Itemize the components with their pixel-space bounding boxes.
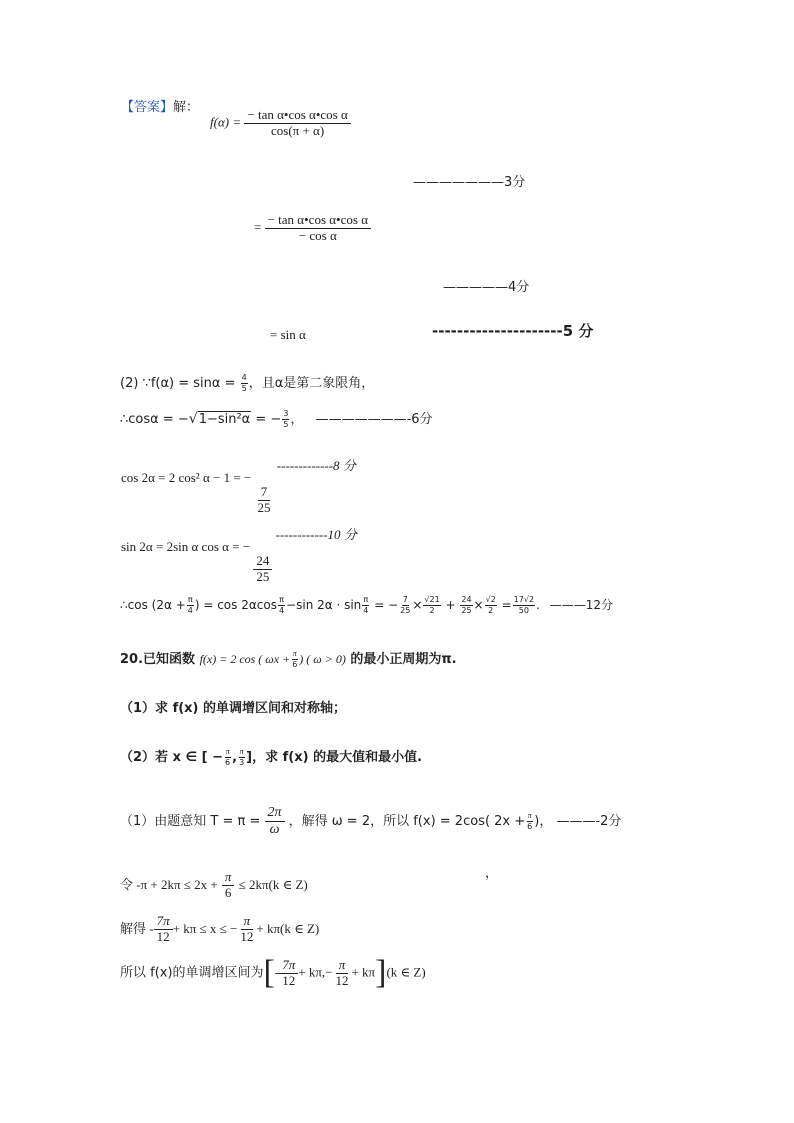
pi: π — [363, 595, 369, 604]
frac-sqrt21-2 — [423, 596, 440, 615]
score-mark-5: ---------------------5 分 — [432, 322, 594, 340]
given-tail: ，且α是第二象限角， — [248, 376, 375, 391]
den-5: 5 — [241, 384, 247, 393]
pi: π — [336, 958, 349, 974]
fraction-1-den: cos(π + α) — [270, 122, 325, 138]
fraction-2 — [265, 213, 371, 244]
seventeen-sqrt2: 17√2 — [513, 595, 535, 604]
f-alpha-label: f(α) = — [210, 114, 242, 130]
twelve: 12 — [335, 972, 349, 988]
inc-pre: 所以 f(x)的单调增区间为 — [120, 965, 264, 981]
let-post: ≤ 2kπ(k ∈ Z) — [238, 876, 308, 892]
pi: π — [222, 870, 235, 886]
q2-comma: , — [232, 750, 238, 765]
answer-intro: 解： — [173, 100, 200, 115]
score-mark-10: ------------10 分 — [275, 527, 357, 542]
six: 6 — [292, 660, 298, 669]
four: 4 — [187, 606, 193, 615]
step-3-expression: = sin α — [270, 327, 306, 342]
fifty: 50 — [518, 606, 529, 615]
omega: ω — [269, 822, 280, 838]
pi: π — [279, 595, 284, 604]
sol20-increasing — [120, 956, 426, 990]
step-2-expression — [254, 213, 371, 244]
q20-title — [120, 648, 457, 669]
num-7: 7 — [258, 485, 271, 501]
den-25b: 25 — [256, 568, 270, 584]
inc-mid: + kπ,− — [298, 964, 333, 980]
cos-alpha-eq: = − — [251, 412, 282, 427]
den-5b: 5 — [283, 420, 289, 429]
final-mid2: −sin 2α · sin — [286, 598, 362, 612]
frac-pi-4-b — [278, 596, 285, 615]
cos-alpha-tail: ， — [290, 412, 304, 427]
six: 6 — [225, 758, 231, 767]
right-bracket: ] — [375, 954, 387, 991]
stray-comma: ， — [485, 866, 499, 881]
seven-pi: 7π — [154, 914, 173, 930]
q20-part1 — [120, 697, 346, 716]
fraction-7-25 — [255, 485, 274, 516]
fraction-24-25 — [253, 554, 272, 585]
frac-pi-3-q2 — [238, 748, 245, 767]
four: 4 — [363, 606, 369, 615]
fraction-2-den: − cos α — [298, 227, 337, 243]
score-mark-6: ———————-6分 — [315, 412, 433, 427]
seven-pi: 7π — [279, 958, 298, 974]
plus: + — [441, 598, 460, 612]
frac-pi-12-b — [332, 958, 351, 989]
solve-pre: 解得 - — [120, 920, 154, 936]
two-pi: 2π — [265, 805, 285, 822]
q1-text: 求 f(x) 的单调增区间和对称轴； — [155, 701, 347, 716]
cos2a-expr: cos 2α = 2 cos² α − 1 = − — [121, 470, 252, 485]
twelve: 12 — [240, 928, 254, 944]
q1-number: （1） — [120, 701, 156, 716]
q20-func-tail: ) ( ω > 0) — [299, 652, 346, 666]
fraction-1 — [244, 108, 350, 139]
pi: π — [292, 649, 297, 658]
sol20-solve — [120, 914, 319, 945]
fraction-2-num: − tan α•cos α•cos α — [265, 213, 371, 229]
two: 2 — [488, 606, 494, 615]
twentyfour: 24 — [461, 595, 472, 604]
seven: 7 — [402, 595, 408, 604]
q2-number: （2） — [120, 750, 156, 765]
q20-title-post: 的最小正周期为π. — [350, 652, 457, 667]
f-alpha-expression — [210, 108, 351, 139]
sol-step1-pre: （1）由题意知 T = π = — [120, 814, 261, 830]
pi: π — [241, 914, 254, 930]
inc-kpi: + kπ — [351, 964, 376, 980]
sqrt2: √2 — [485, 595, 496, 604]
fraction-1-num: − tan α•cos α•cos α — [244, 108, 350, 124]
two: 2 — [429, 606, 435, 615]
final-pre: ∴cos (2α + — [120, 598, 186, 612]
score-mark-3: ———————3分 — [413, 175, 526, 190]
let-pre: 令 -π + 2kπ ≤ 2x + — [120, 876, 218, 892]
final-eq2: = — [497, 598, 512, 612]
num-4: 4 — [241, 373, 247, 382]
frac-24-25-b — [460, 596, 472, 615]
sqrt21: √21 — [424, 595, 440, 604]
num-3: 3 — [283, 409, 289, 418]
twentyfive: 25 — [461, 606, 472, 615]
twelve: 12 — [282, 972, 296, 988]
frac-2pi-omega — [265, 805, 285, 838]
frac-sqrt2-2 — [485, 596, 497, 615]
frac-pi-4-c — [362, 596, 369, 615]
final-mid1: ) = cos 2αcos — [194, 598, 277, 612]
left-bracket: [ — [263, 954, 275, 991]
equals-sign: = — [254, 219, 262, 235]
sin2a-line — [121, 524, 357, 585]
pi: π — [225, 747, 230, 756]
frac-pi-6-let — [222, 870, 235, 901]
pi: π — [239, 747, 244, 756]
score-mark-8: -------------8 分 — [276, 458, 356, 473]
sol-step1-mid: ，解得 ω = 2，所以 f(x) = 2cos( 2x + — [288, 814, 526, 830]
given-text: (2) ∵f(α) = sinα = — [120, 376, 236, 391]
den-25: 25 — [257, 499, 271, 515]
cos-alpha-line: ∴cosα = −√1−sin²α = − $\frac{3}{5}$ ， ———————-6分 — [120, 409, 433, 429]
times: × — [473, 598, 484, 612]
frac-7pi-12 — [154, 914, 173, 945]
sin2a-expr: sin 2α = 2sin α cos α = − — [121, 539, 251, 554]
sol20-let — [120, 870, 308, 901]
num-24: 24 — [253, 554, 272, 570]
answer-line — [121, 96, 199, 115]
fraction-3-5 — [282, 410, 289, 429]
cos-alpha-pre: ∴cosα = − — [120, 412, 189, 427]
times: × — [412, 598, 423, 612]
frac-7pi-12-b — [279, 958, 298, 989]
frac-7-25 — [399, 596, 411, 615]
fraction-4-5 — [241, 374, 248, 393]
q20-part2 — [120, 746, 422, 767]
final-line — [120, 596, 613, 615]
cos2a-line — [121, 455, 356, 516]
six: 6 — [527, 822, 533, 832]
final-tail: . — [536, 598, 540, 612]
frac-pi-6-q2 — [224, 748, 231, 767]
score-mark-2: ———-2分 — [556, 814, 622, 830]
pi: π — [527, 811, 532, 821]
solve-mid: + kπ ≤ x ≤ − — [172, 920, 238, 936]
three: 3 — [239, 758, 245, 767]
solve-post: + kπ(k ∈ Z) — [256, 920, 320, 936]
sol-step1-tail: )， — [534, 814, 553, 830]
score-mark-4: —————4分 — [443, 280, 530, 295]
inc-post: (k ∈ Z) — [386, 964, 426, 980]
four: 4 — [278, 606, 285, 615]
score-mark-12: ———12分 — [549, 598, 613, 612]
frac-pi-12 — [237, 914, 256, 945]
sol20-step1 — [120, 805, 621, 838]
final-eq: = − — [370, 598, 399, 612]
twelve: 12 — [156, 928, 170, 944]
six: 6 — [224, 884, 232, 900]
q20-func: f(x) = 2 cos ( ωx + — [199, 652, 291, 666]
q2-post: ]，求 f(x) 的最大值和最小值. — [246, 750, 423, 765]
q2-pre: 若 x ∈ [ − — [155, 750, 224, 765]
inc-minus: - — [274, 964, 280, 980]
q20-title-pre: 20.已知函数 — [120, 652, 196, 667]
answer-tag: 【答案】 — [121, 100, 174, 115]
part2-given — [120, 372, 374, 393]
frac-pi-6-s1 — [526, 812, 533, 831]
twentyfive: 25 — [400, 606, 411, 615]
frac-pi-6-q20 — [291, 650, 298, 669]
cos-alpha-root: 1−sin²α — [198, 412, 251, 427]
pi: π — [187, 595, 193, 604]
frac-17sqrt2-50 — [513, 596, 535, 615]
frac-pi-4-a — [187, 596, 194, 615]
